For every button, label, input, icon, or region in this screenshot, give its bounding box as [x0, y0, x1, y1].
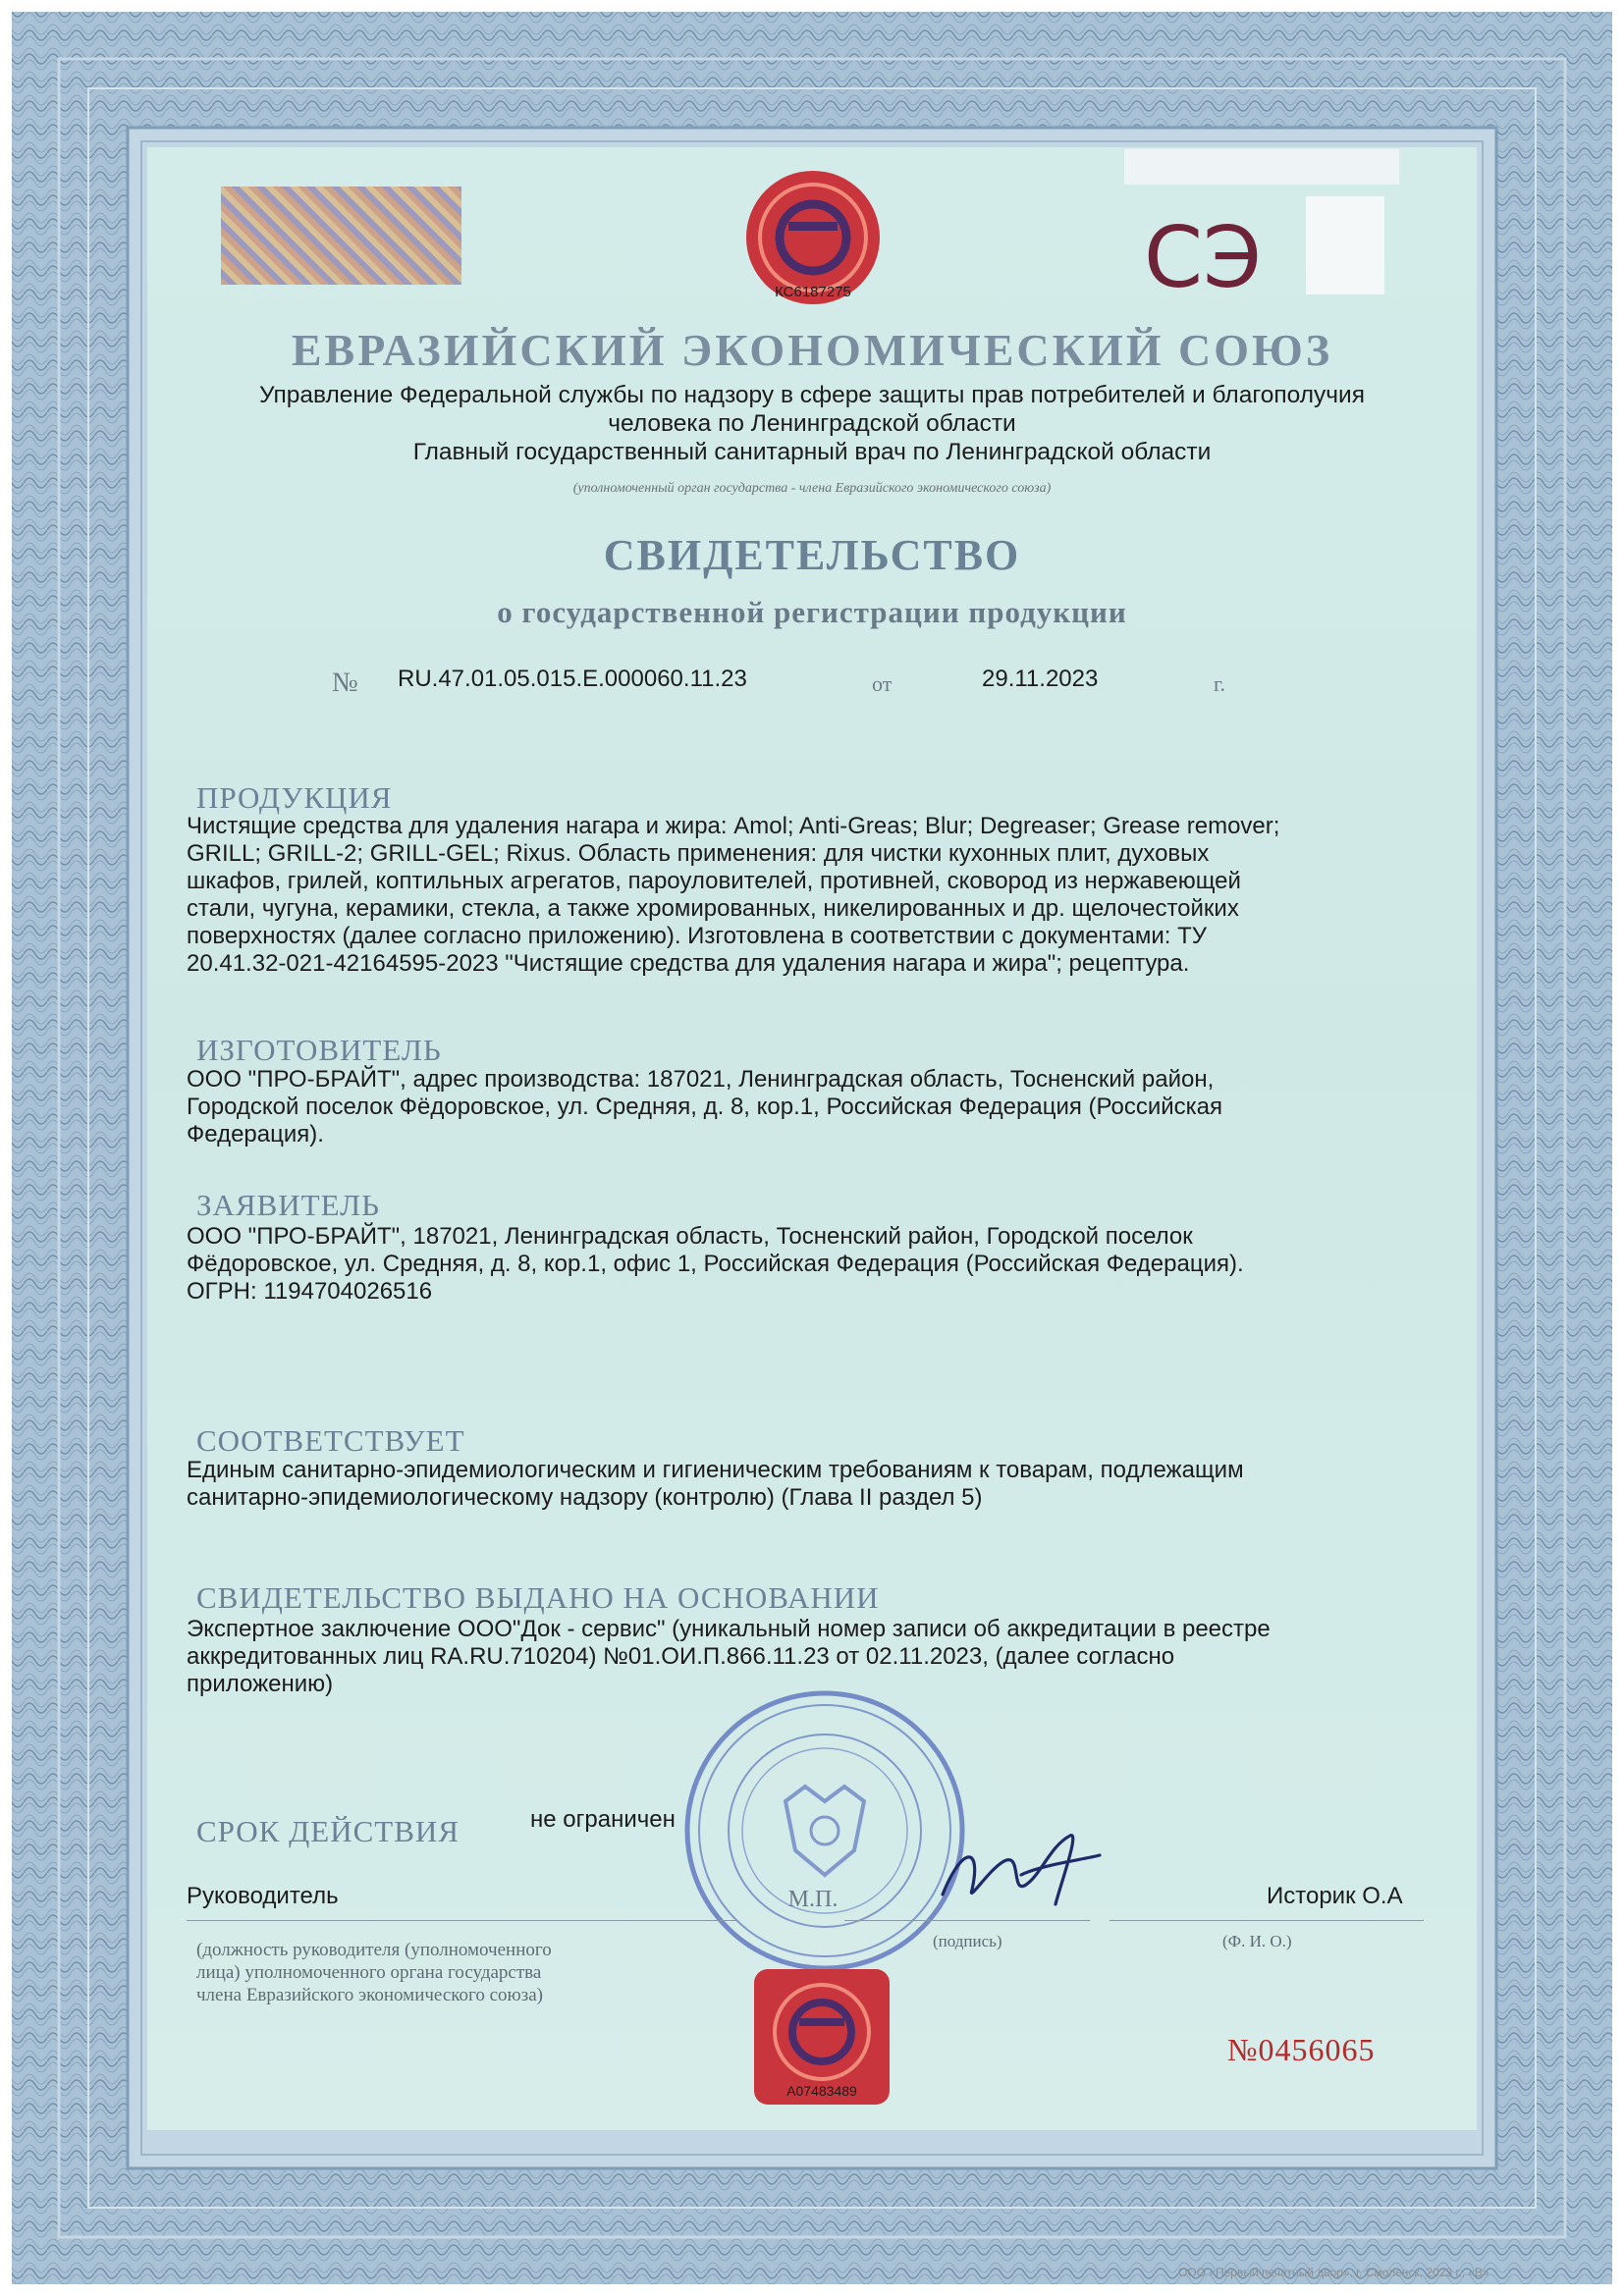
conforms-line: санитарно-эпидемиологическому надзору (контролю) (Глава II раздел 5): [187, 1484, 983, 1511]
bottom-hologram-code: А07483489: [786, 2083, 857, 2099]
authority-line-3: Главный государственный санитарный врач по Ленинградской области: [412, 439, 1212, 465]
product-line: Чистящие средства для удаления нагара и жира: Amol; Anti-Greas; Blur; Degreaser; Grease remover;: [187, 813, 1280, 839]
signature: [933, 1806, 1110, 1924]
authority-line-2: человека по Ленинградской области: [608, 410, 1016, 437]
signatory-name: Историк О.А: [1267, 1883, 1403, 1909]
bottom-hologram-seal: [748, 1963, 895, 2110]
position-note-line: лица) уполномоченного органа государства: [196, 1962, 542, 1983]
validity-heading: СРОК ДЕЙСТВИЯ: [196, 1814, 460, 1848]
product-heading: ПРОДУКЦИЯ: [196, 780, 393, 815]
stamp-mark: М.П.: [787, 1887, 839, 1912]
product-line: 20.41.32-021-42164595-2023 "Чистящие средства для удаления нагара и жира"; рецептура.: [187, 950, 1190, 977]
product-line: GRILL; GRILL-2; GRILL-GEL; Rixus. Область применения: для чистки кухонных плит, духовых: [187, 840, 1210, 867]
basis-line: Экспертное заключение ООО"Док - сервис" (уникальный номер записи об аккредитации в реестре: [187, 1616, 1271, 1642]
product-line: поверхностях (далее согласно приложению). Изготовлена в соответствии с документами: ТУ: [187, 923, 1208, 949]
applicant-line: ООО "ПРО-БРАЙТ", 187021, Ленинградская область, Тосненский район, Городской поселок: [187, 1223, 1193, 1250]
registration-date: 29.11.2023: [982, 666, 1099, 692]
conforms-line: Единым санитарно-эпидемиологическим и гигиеническим требованиям к товарам, подлежащим: [187, 1457, 1244, 1483]
position-note: [196, 1939, 552, 2006]
union-title: ЕВРАЗИЙСКИЙ ЭКОНОМИЧЕСКИЙ СОЮЗ: [291, 325, 1333, 375]
position-line: [187, 1920, 736, 1921]
signature-line: [844, 1920, 1090, 1921]
conforms-text: [187, 1457, 1244, 1512]
manufacturer-heading: ИЗГОТОВИТЕЛЬ: [196, 1033, 442, 1067]
manufacturer-line: ООО "ПРО-БРАЙТ", адрес производства: 187021, Ленинградская область, Тосненский район,: [187, 1066, 1215, 1093]
applicant-line: ОГРН: 1194704026516: [187, 1278, 433, 1305]
year-suffix: г.: [1214, 671, 1226, 696]
product-line: шкафов, грилей, коптильных агрегатов, пароуловителей, противней, сковород из нержавеющей: [187, 868, 1241, 894]
product-text: [187, 813, 1279, 978]
printer-note: ООО «Первый печатный двор», г. Смоленск, 2023 г., «В»: [1178, 2266, 1489, 2279]
se-logo-text: СЭ: [1143, 209, 1263, 306]
signature-caption: (подпись): [933, 1932, 1002, 1950]
basis-line: аккредитованных лиц RA.RU.710204) №01.ОИ.П.866.11.23 от 02.11.2023, (далее согласно: [187, 1643, 1175, 1670]
position-note-line: (должность руководителя (уполномоченного: [196, 1940, 552, 1960]
registration-number: RU.47.01.05.015.Е.000060.11.23: [398, 666, 747, 692]
manufacturer-line: Федерация).: [187, 1121, 324, 1148]
conforms-heading: СООТВЕТСТВУЕТ: [196, 1423, 465, 1458]
validity-value: не ограничен: [530, 1806, 676, 1833]
number-label: №: [332, 667, 358, 698]
manufacturer-line: Городской поселок Фёдоровское, ул. Средняя, д. 8, кор.1, Российская Федерация (Российская: [187, 1094, 1223, 1120]
top-hologram-code: КС6187275: [775, 284, 851, 300]
hologram-strip: [221, 187, 461, 285]
manufacturer-text: [187, 1066, 1222, 1148]
authority-note: (уполномоченный орган государства - члена Евразийского экономического союза): [572, 481, 1052, 496]
applicant-heading: ЗАЯВИТЕЛЬ: [196, 1188, 380, 1222]
date-label: от: [872, 671, 893, 696]
serial-number: №0456065: [1227, 2032, 1376, 2067]
authority-block: [157, 381, 1467, 466]
certificate-title: СВИДЕТЕЛЬСТВО: [603, 531, 1021, 579]
authority-line-1: Управление Федеральной службы по надзору в сфере защиты прав потребителей и благополучия: [259, 382, 1365, 408]
basis-line: приложению): [187, 1671, 334, 1697]
applicant-line: Фёдоровское, ул. Средняя, д. 8, кор.1, офис 1, Российская Федерация (Российская Федерация).: [187, 1251, 1244, 1277]
certificate-subtitle: о государственной регистрации продукции: [497, 595, 1127, 629]
applicant-text: [187, 1223, 1244, 1306]
product-line: стали, чугуна, керамики, стекла, а также хромированных, никелированных и др. щелочестойких: [187, 895, 1239, 922]
blank-patch: [1306, 196, 1384, 294]
signatory-position: Руководитель: [187, 1883, 339, 1909]
se-logo: [1129, 208, 1276, 306]
microtext-stripe: [1124, 149, 1399, 185]
basis-heading: СВИДЕТЕЛЬСТВО ВЫДАНО НА ОСНОВАНИИ: [196, 1580, 880, 1615]
top-hologram-seal: [720, 167, 906, 314]
name-line: [1110, 1920, 1424, 1921]
position-note-line: члена Евразийского экономического союза): [196, 1985, 543, 2005]
name-caption: (Ф. И. О.): [1222, 1932, 1292, 1950]
